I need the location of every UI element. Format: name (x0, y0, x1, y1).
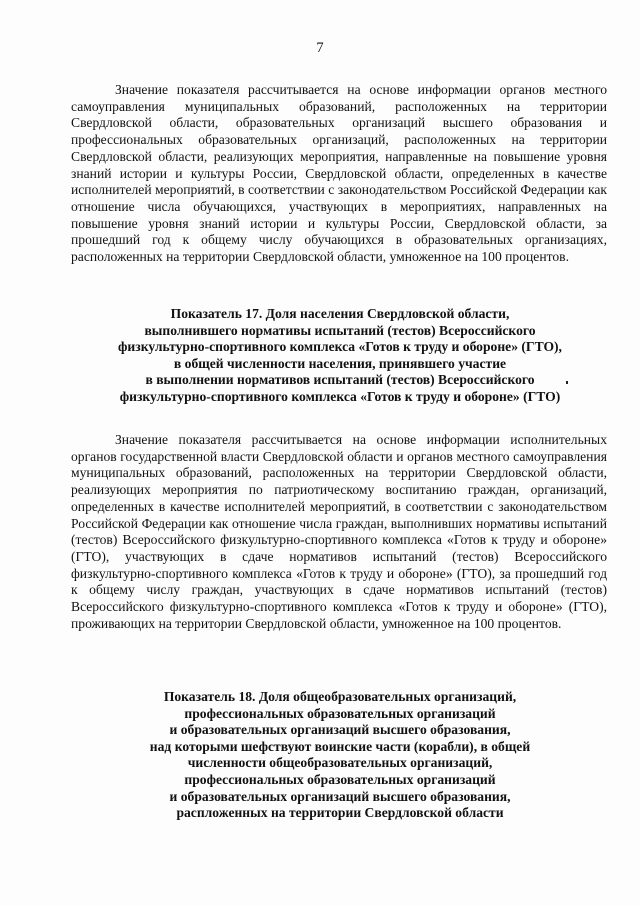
heading-line: в выполнении нормативов испытаний (тестов) Всероссийского (145, 372, 535, 388)
scan-artifact (566, 381, 568, 384)
heading-line: выполнившего нормативы испытаний (тестов) Всероссийского (144, 322, 536, 338)
heading-line: распложенных на территории Свердловской области (176, 805, 504, 821)
heading-line: Показатель 18. Доля общеобразовательных организаций, (163, 689, 517, 704)
indicator-16-description: Значение показателя рассчитывается на основе информации органов местного самоуправления муниципальных образований, расположенных на территории Свердловской области, образовательных организаций высшего образования и профессиональных образовательных организаций, расположенных на территории Свердловской области, реализующих мероприятия, направленные на повышение уровня знаний истории и культуры России, Свердловской области, определенных в качестве исполнителей мероприятий, в соответствии с законодательством Российской Федерации как отношение числа обучающихся, участвующих в мероприятиях, направленных на повышение уровня знаний истории и культуры России, Свердловской области, за прошедший год к общему числу обучающихся в образовательных организациях, расположенных на территории Свердловской области, умноженное на 100 процентов. (71, 82, 607, 265)
heading-line: численности общеобразовательных организаций, (187, 755, 493, 771)
heading-line: Показатель 17. Доля населения Свердловской области, (170, 306, 510, 321)
page-number: 7 (316, 40, 324, 56)
heading-line: физкультурно-спортивного комплекса «Готов к труду и обороне» (ГТО) (119, 388, 561, 404)
indicator-17-description: Значение показателя рассчитывается на основе информации исполнительных органов государственной власти Свердловской области и органов местного самоуправления муниципальных образований, расположенных на территории Свердловской области, реализующих мероприятия по патриотическому воспитанию граждан, организаций, определенных в качестве исполнителей мероприятий, в соответствии с законодательством Российской Федерации как отношение числа граждан, выполнивших нормативы испытаний (тестов) Всероссийского физкультурно-спортивного комплекса «Готов к труду и обороне» (ГТО), участвующих в сдаче нормативов испытаний (тестов) Всероссийского физкультурно-спортивного комплекса «Готов к труду и обороне» (ГТО), за прошедший год к общему числу граждан, участвующих в сдаче нормативов испытаний (тестов) Всероссийского физкультурно-спортивного комплекса «Готов к труду и обороне» (ГТО), проживающих на территории Свердловской области, умноженное на 100 процентов. (71, 432, 607, 631)
heading-line: профессиональных образовательных организаций (184, 705, 496, 721)
heading-line: физкультурно-спортивного комплекса «Готов к труду и обороне» (ГТО), (118, 339, 562, 355)
indicator-17-heading (60, 306, 620, 406)
indicator-18-heading (60, 689, 620, 822)
heading-line: и образовательных организаций высшего образования, (169, 722, 511, 738)
heading-line: в общей численности населения, принявшего участие (173, 355, 507, 371)
heading-line: над которыми шефствуют воинские части (корабли), в общей (149, 738, 531, 754)
heading-line: профессиональных образовательных организаций (184, 771, 496, 787)
heading-line: и образовательных организаций высшего образования, (169, 788, 511, 804)
